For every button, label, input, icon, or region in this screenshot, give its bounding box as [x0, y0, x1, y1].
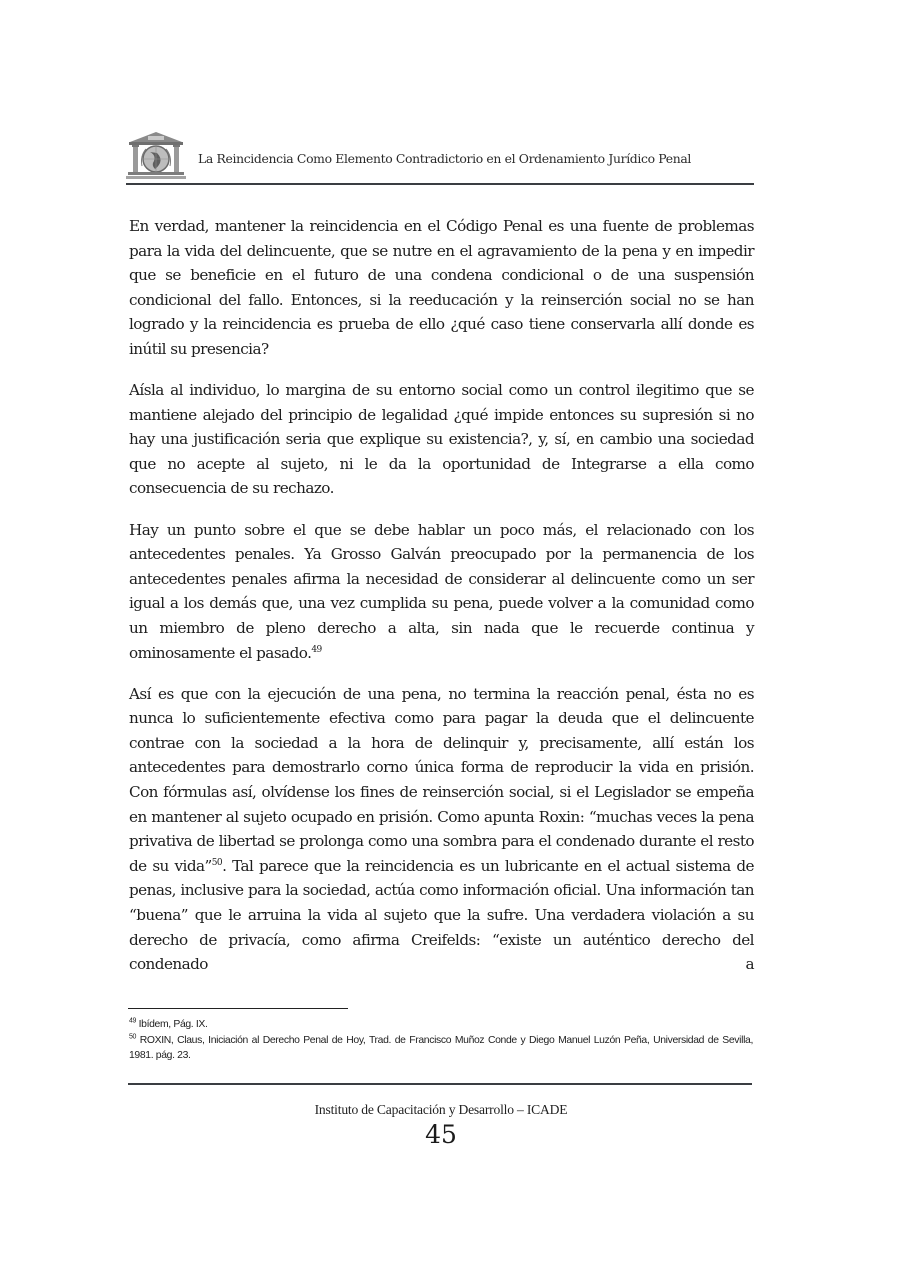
footer-divider	[128, 1083, 752, 1085]
running-header-title: La Reincidencia Como Elemento Contradictorio en el Ordenamiento Jurídico Penal	[198, 151, 691, 166]
page-header	[126, 130, 754, 186]
footer-institution: Instituto de Capacitación y Desarrollo – ICADE	[314, 1102, 568, 1117]
page-number: 45	[425, 1120, 457, 1149]
footnote-number: 50	[129, 1033, 137, 1041]
footnote-50: $^{50}$ ROXIN, Claus, Iniciación al Derecho Penal de Hoy, Trad. de Francisco Muñoz Conde y Diego Manuel Luzón Peña, Universidad de Sevilla, 1981. pág. 23.	[129, 1033, 753, 1061]
paragraph: En verdad, mantener la reincidencia en el Código Penal es una fuente de problemas para la vida del delincuente, que se nutre en el agravamiento de la pena y en impedir que se beneficie en el futuro de una condena condicional o de una suspensión condicional del fallo. Entonces, si la reeducación y la reinserción social no se han logrado y la reincidencia es prueba de ello ¿qué caso tiene conservarla allí donde es inútil su presencia?	[129, 217, 754, 358]
footnotes	[129, 1017, 753, 1064]
institution-logo-icon	[126, 130, 186, 182]
body-text	[129, 214, 754, 977]
header-divider	[126, 183, 754, 185]
footnote-number: 49	[129, 1017, 137, 1025]
footnote-separator	[128, 1008, 348, 1009]
paragraph: Así es que con la ejecución de una pena, no termina la reacción penal, ésta no es nunca lo suficientemente efectiva como para pagar la deuda que el delincuente contrae con la sociedad a la hora de delinquir y, precisamente, allí están los antecedentes para demostrarlo corno única forma de reproducir la vida en prisión. Con fórmulas así, olvídense los fines de reinserción social, si el Legislador se empeña en mantener al sujeto ocupado en prisión. Como apunta Roxin: “muchas veces la pena privativa de libertad se prolonga como una sombra para el condenado durante el resto de su vida”$^{50}$. Tal parece que la reincidencia es un lubricante en el actual sistema de penas, inclusive para la sociedad, actúa como información oficial. Una información tan “buena” que le arruina la vida al sujeto que la sufre. Una verdadera violación a su derecho de privacía, como afirma Creifelds: “existe un auténtico derecho del condenado a	[129, 684, 754, 974]
footnote-49: $^{49}$ Ibídem, Pág. IX.	[129, 1017, 208, 1030]
paragraph: Hay un punto sobre el que se debe hablar un poco más, el relacionado con los antecedentes penales. Ya Grosso Galván preocupado por la permanencia de los antecedentes penales afirma la necesidad de considerar al delincuente como un ser igual a los demás que, una vez cumplida su pena, puede volver a la comunidad como un miembro de pleno derecho a alta, sin nada que le recuerde continua y ominosamente el pasado.$^{49}$	[129, 520, 754, 662]
footnote-ref-50[interactable]: 50	[211, 857, 223, 868]
footnote-ref-49[interactable]: 49	[311, 644, 322, 655]
paragraph: Aísla al individuo, lo margina de su entorno social como un control ilegitimo que se mantiene alejado del principio de legalidad ¿qué impide entonces su supresión si no hay una justificación seria que explique su existencia?, y, sí, en cambio una sociedad que no acepte al sujeto, ni le da la oportunidad de Integrarse a ella como consecuencia de su rechazo.	[129, 381, 754, 498]
